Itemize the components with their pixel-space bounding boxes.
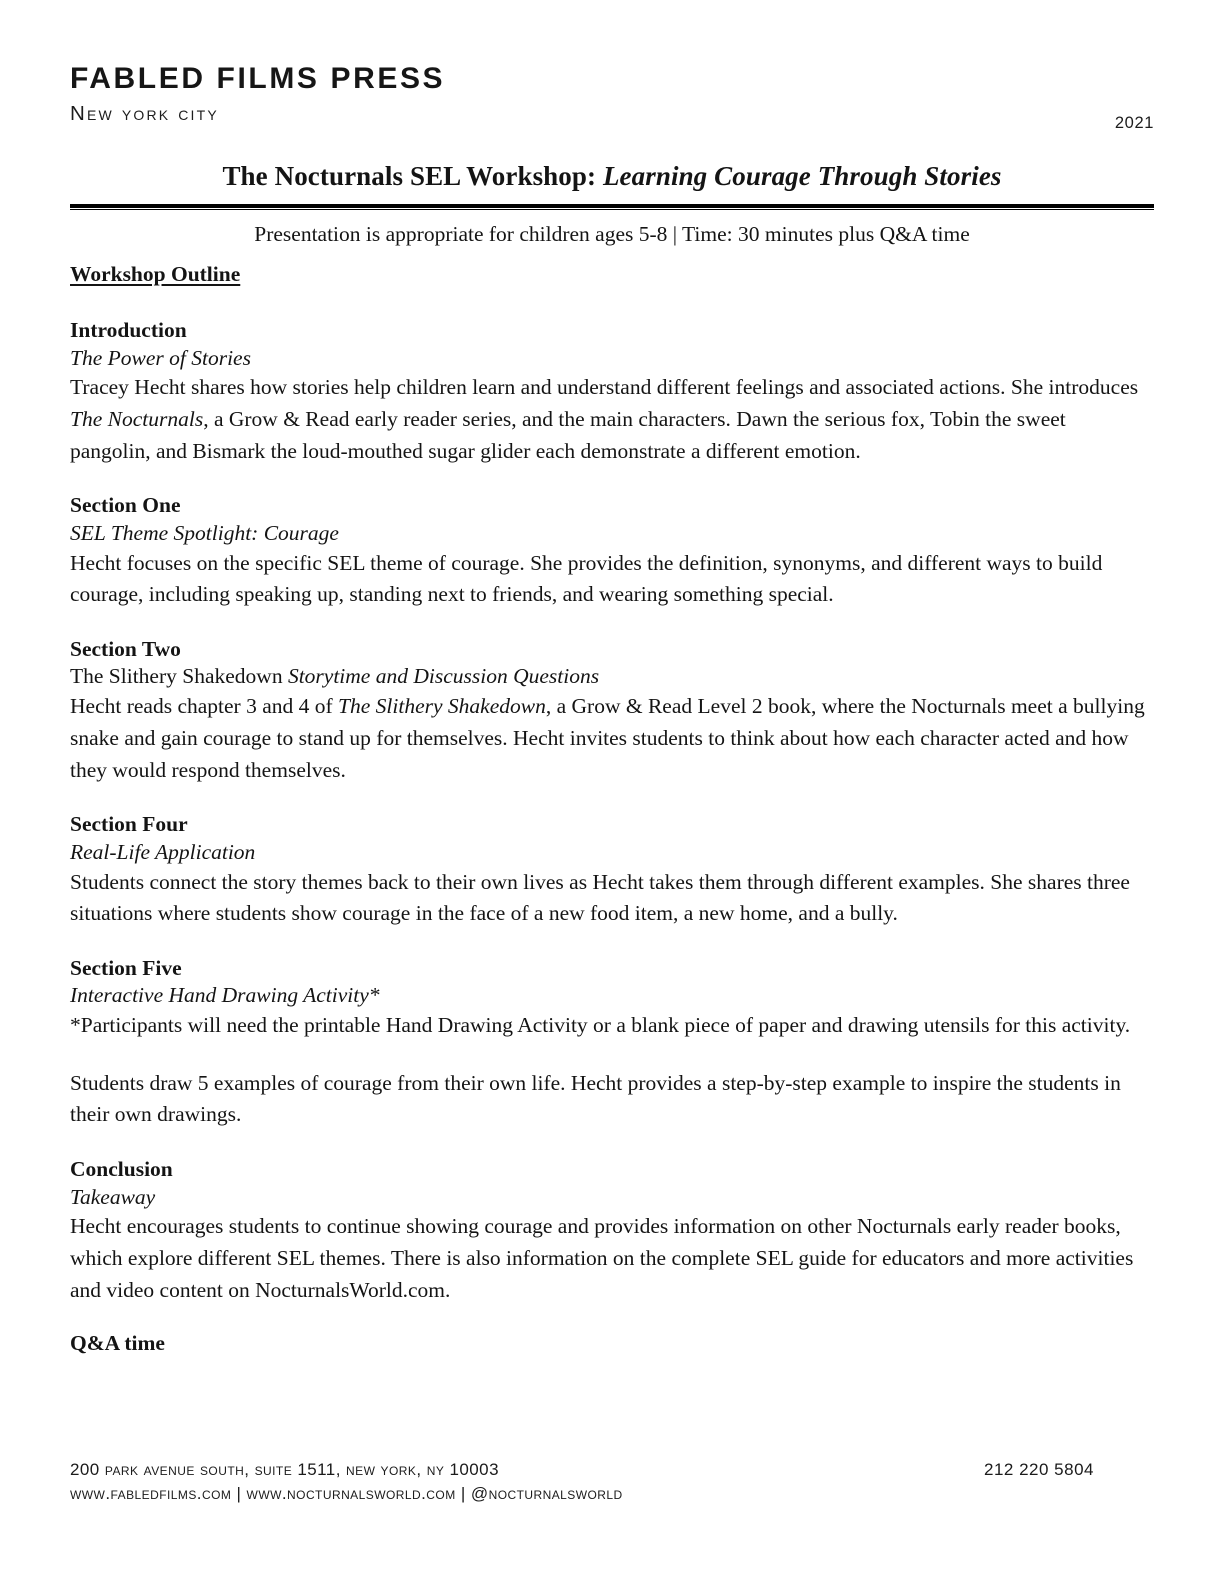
body-pre: Hecht reads chapter 3 and 4 of bbox=[70, 694, 339, 719]
body-pre: Students connect the story themes back to their own lives as Hecht takes them through different examples. She shares three situations where students show courage in the face of a new food item, a new home, and a bully. bbox=[70, 869, 1130, 926]
body-post: , a Grow & Read Level 2 book, where the Nocturnals meet a bullying snake and gain courage to stand up for themselves. Hecht invites students to think about how each character acted and how they would respond themselves. bbox=[70, 694, 1145, 782]
workshop-outline-heading: Workshop Outline bbox=[70, 262, 241, 286]
footer-contact-block bbox=[70, 1458, 623, 1506]
section-five bbox=[70, 955, 1148, 1131]
section-four bbox=[70, 811, 1148, 930]
section-two bbox=[70, 636, 1148, 786]
section-subtitle-italic: Takeaway bbox=[70, 1184, 156, 1209]
section-subtitle-italic: SEL Theme Spotlight: Courage bbox=[70, 520, 339, 545]
section-conclusion bbox=[70, 1156, 1148, 1306]
page-title bbox=[70, 160, 1154, 192]
section-subtitle bbox=[70, 663, 1148, 691]
brand-city: New york city bbox=[70, 101, 219, 125]
body-pre: *Participants will need the printable Hand Drawing Activity or a blank piece of paper and drawing utensils for this activity. bbox=[70, 1013, 1131, 1038]
title-divider bbox=[70, 204, 1154, 210]
section-body bbox=[70, 548, 1148, 611]
footer-phone: 212 220 5804 bbox=[984, 1459, 1094, 1479]
section-body bbox=[70, 372, 1148, 467]
body-emphasis: The Nocturnals bbox=[70, 407, 204, 432]
section-title: Section One bbox=[70, 493, 181, 518]
footer-address: 200 park avenue south, suite 1511, new york, ny 10003 bbox=[70, 1459, 499, 1479]
section-subtitle bbox=[70, 982, 1148, 1010]
section-title: Introduction bbox=[70, 318, 187, 342]
section-subtitle-italic: Real-Life Application bbox=[70, 839, 256, 864]
section-body bbox=[70, 1211, 1148, 1306]
section-title: Section Four bbox=[70, 812, 188, 837]
section-body bbox=[70, 691, 1148, 786]
body-post: , a Grow & Read early reader series, and the main characters. Dawn the serious fox, Tobin the sweet pangolin, and Bismark the loud-mouthed sugar glider each demonstrate a different emotion. bbox=[70, 407, 1066, 463]
body-pre: Hecht encourages students to continue showing courage and provides information on other Nocturnals early reader books, which explore different SEL themes. There is also information on the complete SEL guide for educators and more activities and video content on NocturnalsWorld.com. bbox=[70, 1214, 1134, 1302]
title-block bbox=[70, 160, 1154, 248]
section-subtitle bbox=[70, 1184, 1148, 1212]
section-subtitle-italic: Storytime and Discussion Questions bbox=[287, 664, 600, 689]
section-body-extra: Students draw 5 examples of courage from their own life. Hecht provides a step-by-step example to inspire the students in their own drawings. bbox=[70, 1070, 1121, 1127]
section-subtitle-italic: Interactive Hand Drawing Activity* bbox=[70, 983, 380, 1008]
qa-time-heading: Q&A time bbox=[70, 1331, 165, 1356]
body-emphasis: The Slithery Shakedown bbox=[338, 694, 546, 719]
body-pre: Hecht focuses on the specific SEL theme of courage. She provides the definition, synonyms, and different ways to build courage, including speaking up, standing next to friends, and wearing something special. bbox=[70, 550, 1103, 607]
brand-block bbox=[70, 62, 445, 127]
footer-websites: www.fabledfilms.com | www.nocturnalsworld.com | @nocturnalsworld bbox=[70, 1483, 623, 1503]
section-subtitle bbox=[70, 345, 1148, 373]
section-body bbox=[70, 1010, 1148, 1042]
section-title: Section Two bbox=[70, 636, 181, 661]
section-body bbox=[70, 867, 1148, 930]
section-introduction bbox=[70, 317, 1148, 467]
document-body bbox=[70, 262, 1148, 1356]
section-title: Section Five bbox=[70, 955, 182, 980]
document-year: 2021 bbox=[1114, 114, 1154, 132]
brand-name: FABLED FILMS PRESS bbox=[70, 62, 446, 95]
section-one bbox=[70, 492, 1148, 611]
page-footer bbox=[70, 1458, 1154, 1506]
section-subtitle-italic: The Power of Stories bbox=[70, 345, 251, 370]
section-subtitle bbox=[70, 520, 1148, 548]
section-subtitle-roman: The Slithery Shakedown bbox=[70, 664, 288, 689]
section-title: Conclusion bbox=[70, 1156, 173, 1181]
title-italic: Learning Courage Through Stories bbox=[602, 161, 1002, 191]
title-main: The Nocturnals SEL Workshop: bbox=[222, 161, 603, 191]
page-subtitle: Presentation is appropriate for children ages 5-8 | Time: 30 minutes plus Q&A time bbox=[254, 222, 970, 247]
body-pre: Tracey Hecht shares how stories help children learn and understand different feelings and associated actions. She introduces bbox=[70, 375, 1139, 400]
letterhead bbox=[70, 62, 1154, 132]
section-subtitle bbox=[70, 839, 1148, 867]
